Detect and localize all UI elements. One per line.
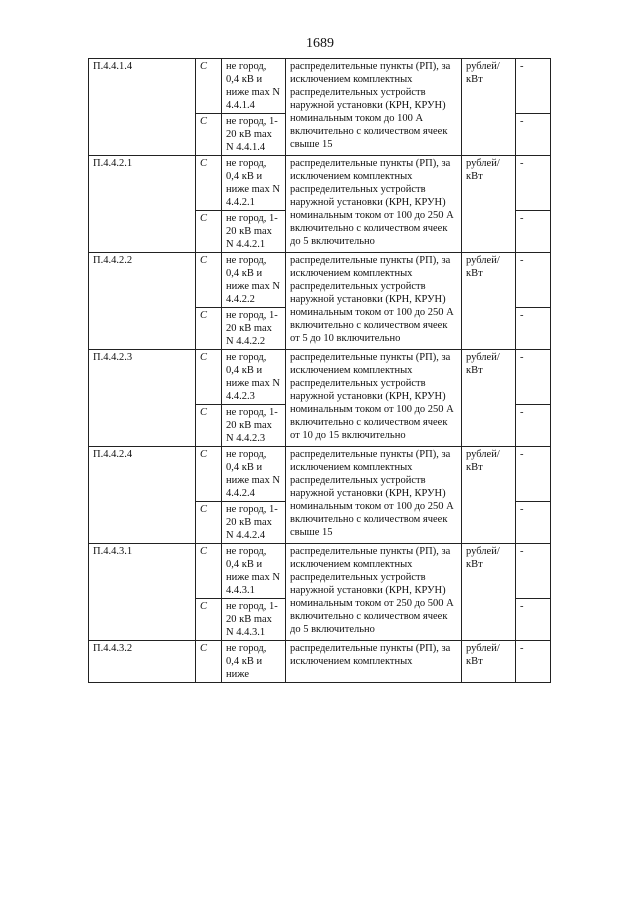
unit-text: рублей/ кВт — [462, 350, 516, 447]
category-letter: С — [196, 502, 222, 544]
condition-text: не город, 0,4 кВ и ниже — [222, 641, 286, 683]
unit-text: рублей/ кВт — [462, 253, 516, 350]
description-text: распределительные пункты (РП), за исключением комплектных распределительных устройств наружной установки (КРН, КРУН) номинальным током от 100 до 250 А включительно с количеством ячеек от 5 до 10 включительно — [286, 253, 462, 350]
value-cell: - — [516, 405, 551, 447]
unit-text: рублей/ кВт — [462, 59, 516, 156]
condition-text: не город, 1-20 кВ max N 4.4.1.4 — [222, 114, 286, 156]
condition-text: не город, 1-20 кВ max N 4.4.2.2 — [222, 308, 286, 350]
category-letter: С — [196, 405, 222, 447]
value-cell: - — [516, 156, 551, 211]
category-letter: С — [196, 641, 222, 683]
table-row — [89, 253, 551, 308]
category-letter: С — [196, 253, 222, 308]
category-letter: С — [196, 59, 222, 114]
category-letter: С — [196, 114, 222, 156]
value-cell: - — [516, 59, 551, 114]
row-code: П.4.4.2.1 — [89, 156, 196, 253]
table-row — [89, 156, 551, 211]
tariff-table-body — [89, 59, 551, 683]
value-cell: - — [516, 599, 551, 641]
value-cell: - — [516, 502, 551, 544]
unit-text: рублей/ кВт — [462, 544, 516, 641]
table-row — [89, 350, 551, 405]
category-letter: С — [196, 156, 222, 211]
row-code: П.4.4.2.4 — [89, 447, 196, 544]
condition-text: не город, 1-20 кВ max N 4.4.2.3 — [222, 405, 286, 447]
unit-text: рублей/ кВт — [462, 447, 516, 544]
unit-text: рублей/ кВт — [462, 156, 516, 253]
value-cell: - — [516, 253, 551, 308]
condition-text: не город, 0,4 кВ и ниже max N 4.4.2.2 — [222, 253, 286, 308]
category-letter: С — [196, 211, 222, 253]
condition-text: не город, 0,4 кВ и ниже max N 4.4.3.1 — [222, 544, 286, 599]
table-row — [89, 59, 551, 114]
row-code: П.4.4.2.3 — [89, 350, 196, 447]
category-letter: С — [196, 599, 222, 641]
tariff-table — [88, 58, 551, 683]
condition-text: не город, 0,4 кВ и ниже max N 4.4.2.3 — [222, 350, 286, 405]
condition-text: не город, 0,4 кВ и ниже max N 4.4.2.4 — [222, 447, 286, 502]
description-text: распределительные пункты (РП), за исключением комплектных распределительных устройств наружной установки (КРН, КРУН) номинальным током от 100 до 250 А включительно с количеством ячеек свыше 15 — [286, 447, 462, 544]
value-cell: - — [516, 308, 551, 350]
value-cell: - — [516, 447, 551, 502]
condition-text: не город, 0,4 кВ и ниже max N 4.4.2.1 — [222, 156, 286, 211]
category-letter: С — [196, 544, 222, 599]
category-letter: С — [196, 350, 222, 405]
description-text: распределительные пункты (РП), за исключением комплектных распределительных устройств наружной установки (КРН, КРУН) номинальным током от 250 до 500 А включительно с количеством ячеек до 5 включительно — [286, 544, 462, 641]
description-text: распределительные пункты (РП), за исключением комплектных распределительных устройств наружной установки (КРН, КРУН) номинальным током от 100 до 250 А включительно с количеством ячеек до 5 включительно — [286, 156, 462, 253]
value-cell: - — [516, 544, 551, 599]
value-cell: - — [516, 211, 551, 253]
category-letter: С — [196, 447, 222, 502]
condition-text: не город, 1-20 кВ max N 4.4.2.1 — [222, 211, 286, 253]
condition-text: не город, 0,4 кВ и ниже max N 4.4.1.4 — [222, 59, 286, 114]
condition-text: не город, 1-20 кВ max N 4.4.3.1 — [222, 599, 286, 641]
description-text: распределительные пункты (РП), за исключением комплектных — [286, 641, 462, 683]
page-number: 1689 — [306, 36, 334, 51]
row-code: П.4.4.2.2 — [89, 253, 196, 350]
table-row — [89, 544, 551, 599]
description-text: распределительные пункты (РП), за исключением комплектных распределительных устройств наружной установки (КРН, КРУН) номинальным током от 100 до 250 А включительно с количеством ячеек от 10 до 15 включительно — [286, 350, 462, 447]
value-cell: - — [516, 641, 551, 683]
table-row — [89, 447, 551, 502]
value-cell: - — [516, 350, 551, 405]
condition-text: не город, 1-20 кВ max N 4.4.2.4 — [222, 502, 286, 544]
table-row — [89, 641, 551, 683]
row-code: П.4.4.3.2 — [89, 641, 196, 683]
unit-text: рублей/ кВт — [462, 641, 516, 683]
description-text: распределительные пункты (РП), за исключением комплектных распределительных устройств наружной установки (КРН, КРУН) номинальным током до 100 А включительно с количеством ячеек свыше 15 — [286, 59, 462, 156]
row-code: П.4.4.1.4 — [89, 59, 196, 156]
value-cell: - — [516, 114, 551, 156]
row-code: П.4.4.3.1 — [89, 544, 196, 641]
category-letter: С — [196, 308, 222, 350]
